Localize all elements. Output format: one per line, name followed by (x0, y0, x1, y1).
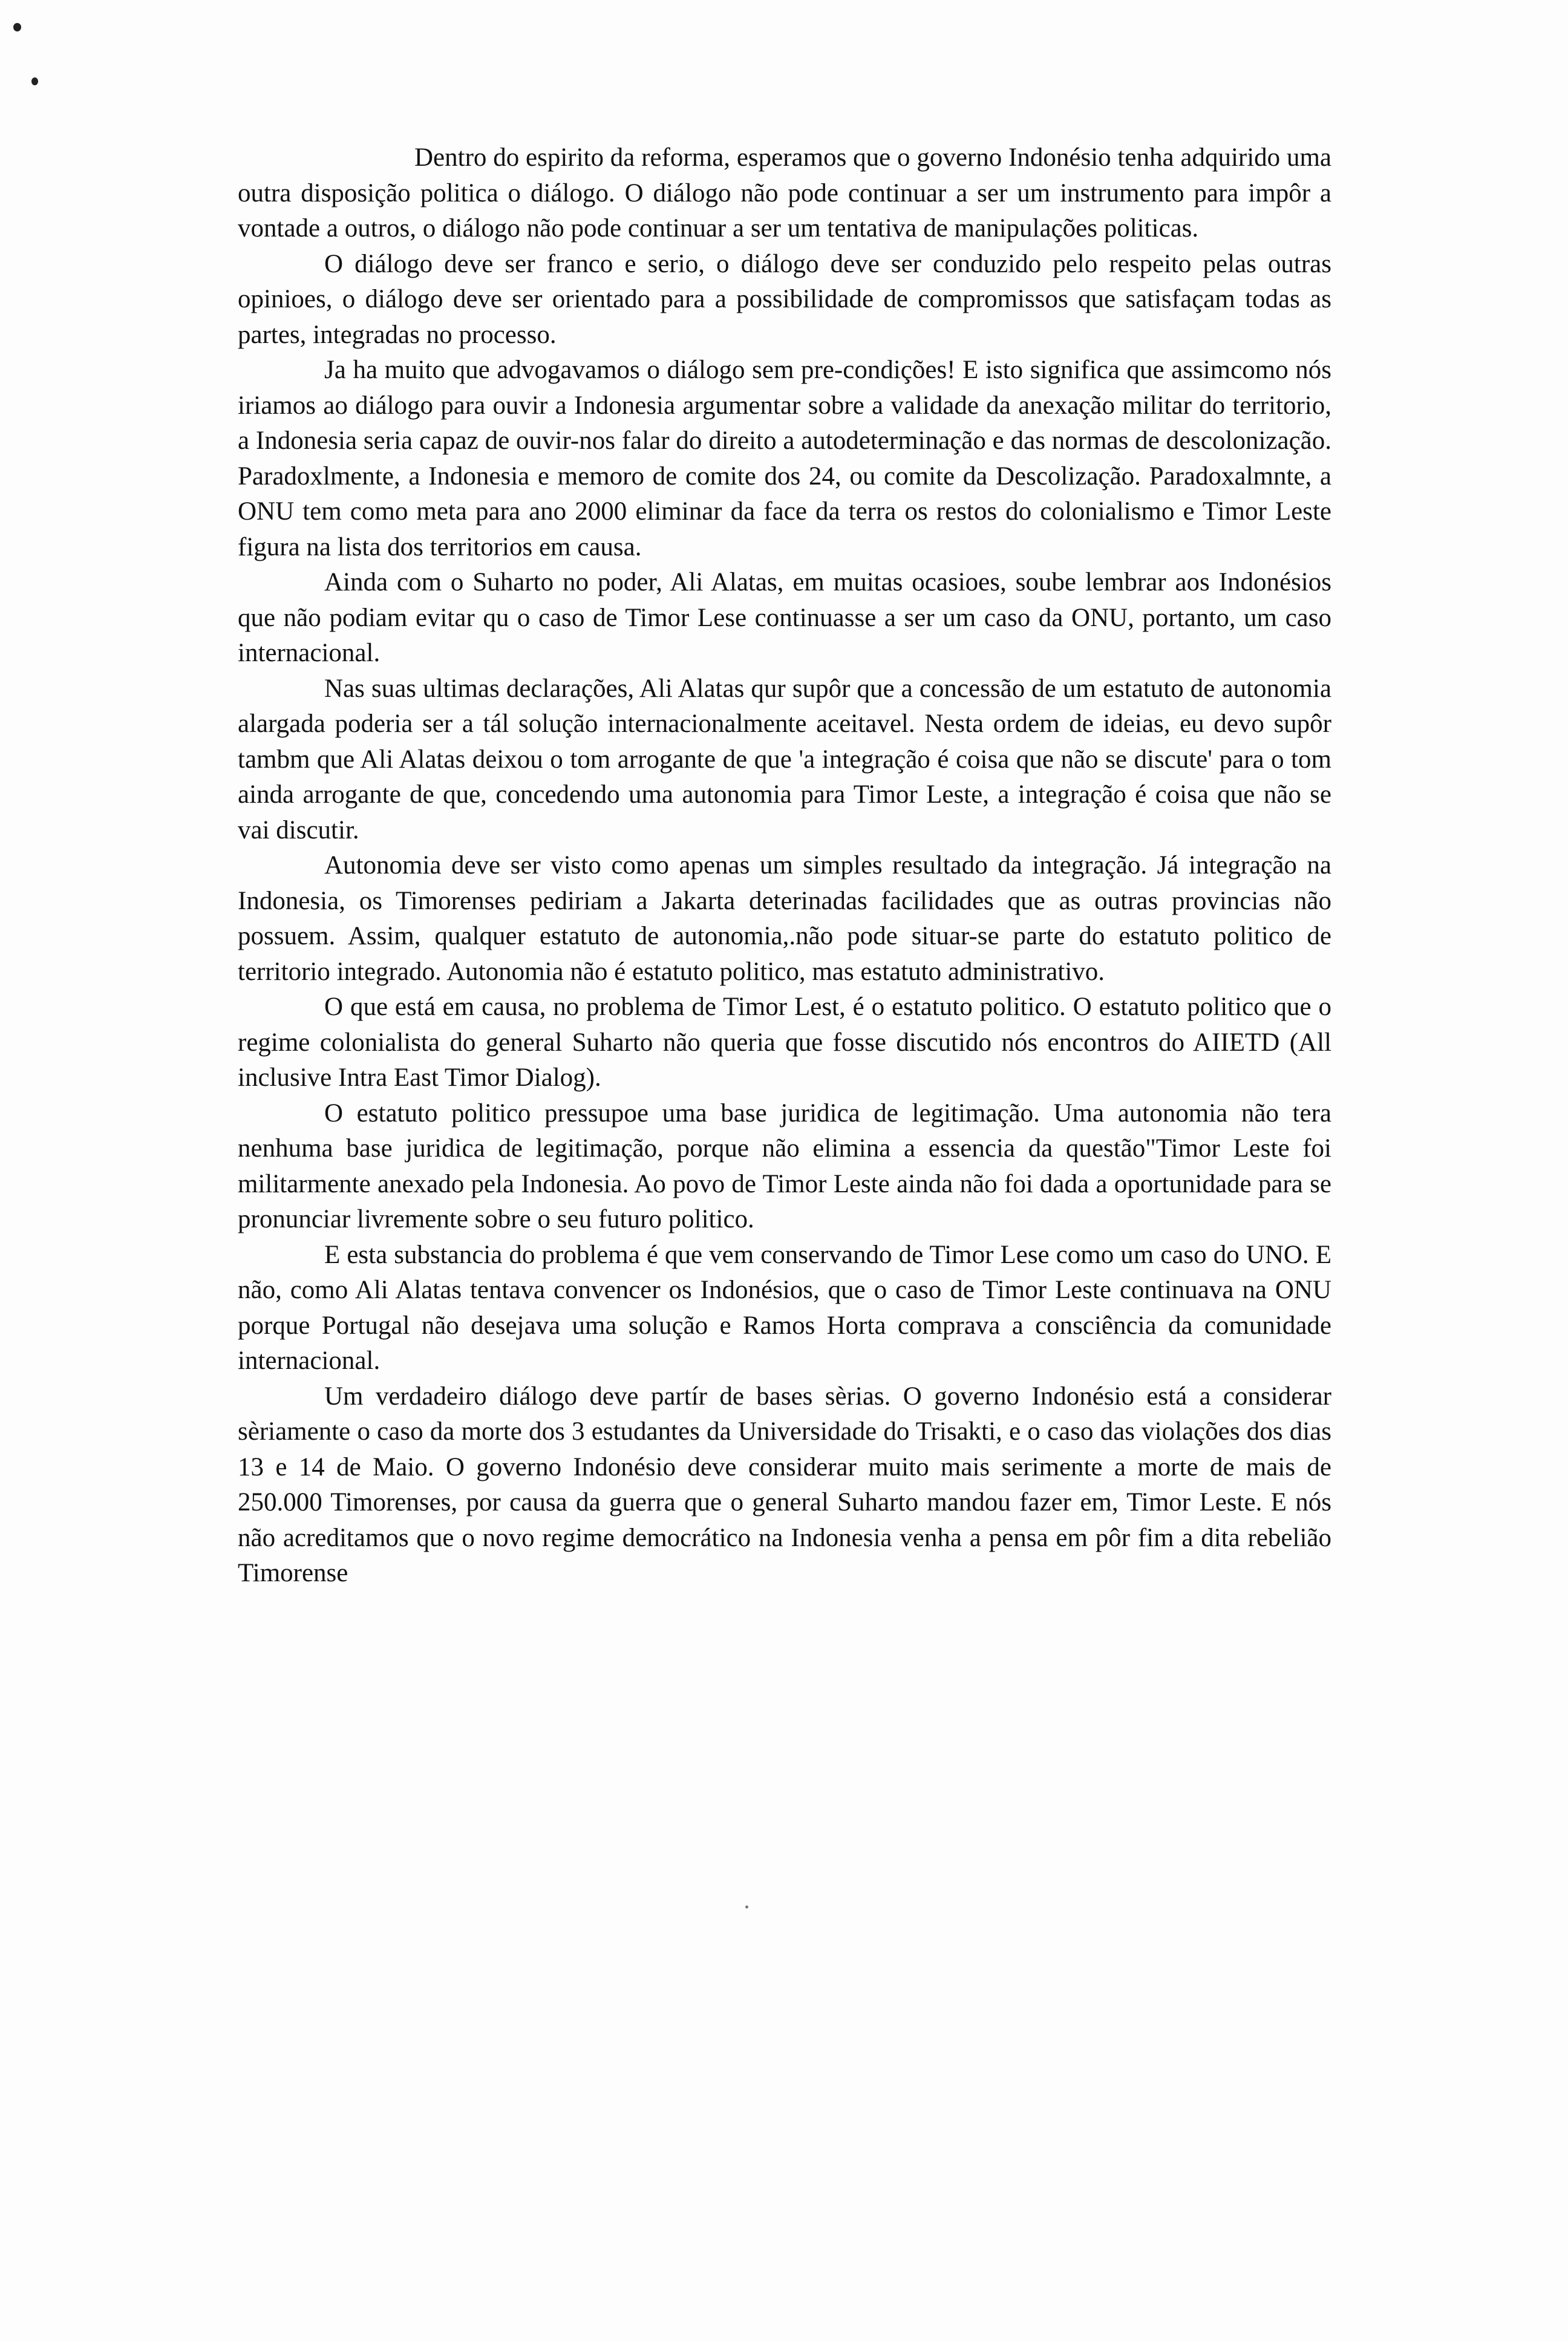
paragraph: O estatuto politico pressupoe uma base juridica de legitimação. Uma autonomia não tera nenhuma base juridica de legitimação, porque não elimina a essencia da questão"Timor Leste foi militarmente anexado pela Indonesia. Ao povo de Timor Leste ainda não foi dada a oportunidade para se pronunciar livremente sobre o seu futuro politico. (238, 1099, 1331, 1233)
paragraph: Ainda com o Suharto no poder, Ali Alatas, em muitas ocasioes, soube lembrar aos Indonésios que não podiam evitar qu o caso de Timor Lese continuasse a ser um caso da ONU, portanto, um caso internacional. (238, 568, 1331, 667)
paragraph: E esta substancia do problema é que vem conservando de Timor Lese como um caso do UNO. E não, como Ali Alatas tentava convencer os Indonésios, que o caso de Timor Leste continuava na ONU porque Portugal não desejava uma solução e Ramos Horta comprava a consciência da comunidade internacional. (238, 1240, 1331, 1375)
scan-speck (31, 77, 38, 85)
paragraph: Ja ha muito que advogavamos o diálogo sem pre-condições! E isto significa que assimcomo nós iriamos ao diálogo para ouvir a Indonesia argumentar sobre a validade da anexação militar do territorio, a Indonesia seria capaz de ouvir-nos falar do direito a autodeterminação e das normas de descolonização. Paradoxlmente, a Indonesia e memoro de comite dos 24, ou comite da Descolização. Paradoxalmnte, a ONU tem como meta para ano 2000 eliminar da face da terra os restos do colonialismo e Timor Leste figura na lista dos territorios em causa. (238, 356, 1331, 561)
scan-speck (745, 1905, 748, 1908)
paragraph: O que está em causa, no problema de Timor Lest, é o estatuto politico. O estatuto politico que o regime colonialista do general Suharto não queria que fosse discutido nós encontros do AIIETD (All inclusive Intra East Timor Dialog). (238, 993, 1331, 1092)
document-body (238, 140, 1331, 1592)
paragraph: O diálogo deve ser franco e serio, o diálogo deve ser conduzido pelo respeito pelas outras opinioes, o diálogo deve ser orientado para a possibilidade de compromissos que satisfaçam todas as partes, integradas no processo. (238, 249, 1331, 349)
scan-speck (13, 23, 21, 31)
paragraph: Nas suas ultimas declarações, Ali Alatas qur supôr que a concessão de um estatuto de autonomia alargada poderia ser a tál solução internacionalmente aceitavel. Nesta ordem de ideias, eu devo supôr tambm que Ali Alatas deixou o tom arrogante de que 'a integração é coisa que não se discute' para o tom ainda arrogante de que, concedendo uma autonomia para Timor Leste, a integração é coisa que não se vai discutir. (238, 674, 1331, 844)
paragraph: Dentro do espirito da reforma, esperamos que o governo Indonésio tenha adquirido uma outra disposição politica o diálogo. O diálogo não pode continuar a ser um instrumento para impôr a vontade a outros, o diálogo não pode continuar a ser um tentativa de manipulações politicas. (238, 143, 1331, 243)
paragraph: Um verdadeiro diálogo deve partír de bases sèrias. O governo Indonésio está a considerar sèriamente o caso da morte dos 3 estudantes da Universidade do Trisakti, e o caso das violações dos dias 13 e 14 de Maio. O governo Indonésio deve considerar muito mais serimente a morte de mais de 250.000 Timorenses, por causa da guerra que o general Suharto mandou fazer em, Timor Leste. E nós não acreditamos que o novo regime democrático na Indonesia venha a pensa em pôr fim a dita rebelião Timorense (238, 1382, 1331, 1587)
paragraph: Autonomia deve ser visto como apenas um simples resultado da integração. Já integração na Indonesia, os Timorenses pediriam a Jakarta deterinadas facilidades que as outras provincias não possuem. Assim, qualquer estatuto de autonomia,.não pode situar-se parte do estatuto politico de territorio integrado. Autonomia não é estatuto politico, mas estatuto administrativo. (238, 851, 1331, 986)
